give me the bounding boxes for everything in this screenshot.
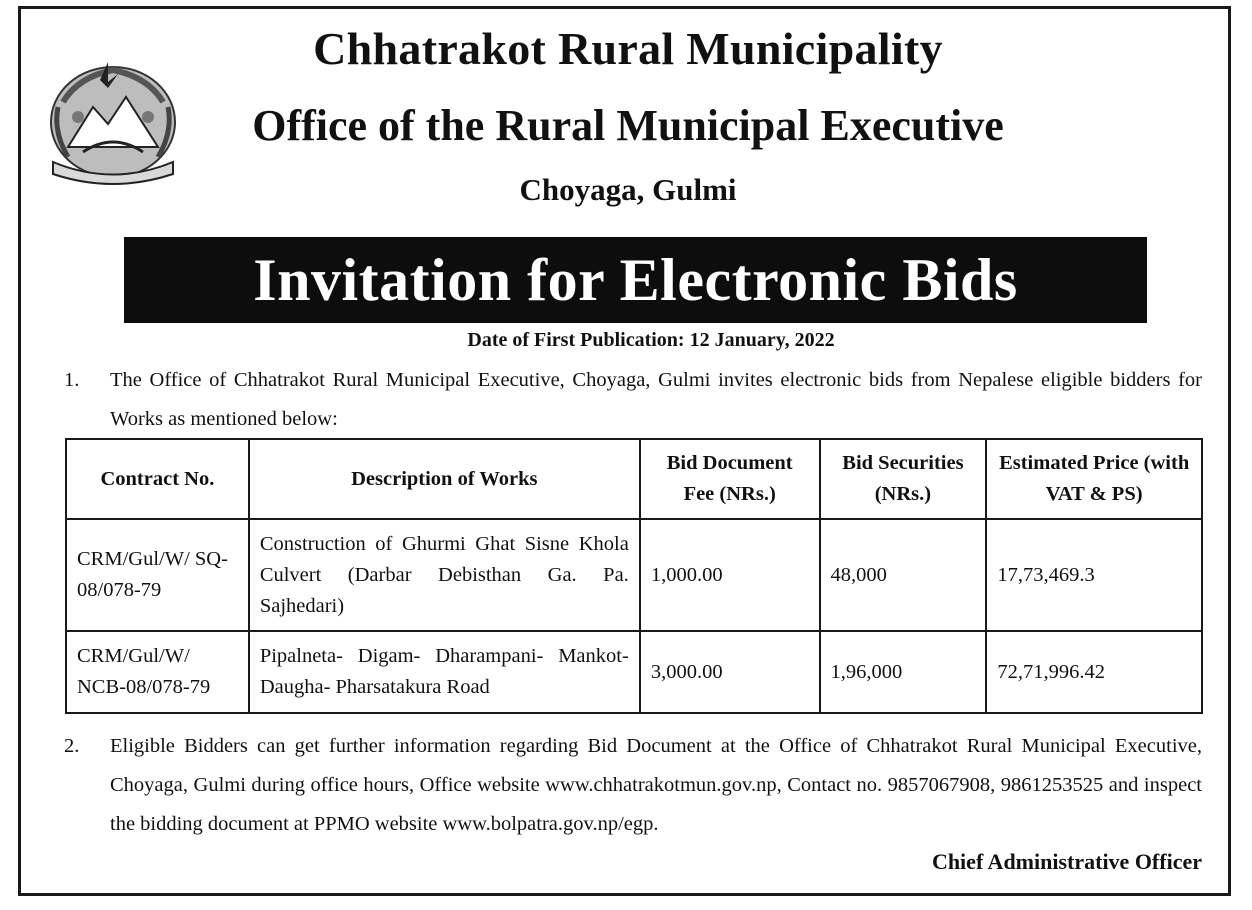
paragraph-number: 2.	[64, 735, 80, 757]
contract-no-cell: CRM/Gul/W/ SQ-08/078-79	[66, 519, 249, 631]
table-row	[66, 519, 1202, 631]
description-cell: Construction of Ghurmi Ghat Sisne Khola Culvert (Darbar Debisthan Ga. Pa. Sajhedari)	[249, 519, 640, 631]
column-header-bid-security: Bid Securities (NRs.)	[820, 439, 987, 519]
office-name: Office of the Rural Municipal Executive	[252, 101, 1004, 150]
bid-fee-cell: 1,000.00	[640, 519, 820, 631]
paragraph-number: 1.	[64, 369, 80, 391]
bids-table	[65, 438, 1203, 714]
column-header-estimated-price: Estimated Price (with VAT & PS)	[986, 439, 1202, 519]
description-cell: Pipalneta- Digam- Dharampani- Mankot- Daugha- Pharsatakura Road	[249, 631, 640, 713]
publication-date: Date of First Publication: 12 January, 2022	[467, 329, 835, 351]
bid-security-cell: 48,000	[820, 519, 987, 631]
column-header-bid-fee: Bid Document Fee (NRs.)	[640, 439, 820, 519]
contract-no-cell: CRM/Gul/W/ NCB-08/078-79	[66, 631, 249, 713]
column-header-description: Description of Works	[249, 439, 640, 519]
paragraph-text: The Office of Chhatrakot Rural Municipal Executive, Choyaga, Gulmi invites electronic bids from Nepalese eligible bidders for Works as mentioned below:	[110, 369, 1202, 430]
paragraph-2	[64, 727, 1202, 844]
estimated-price-cell: 72,71,996.42	[986, 631, 1202, 713]
municipality-name: Chhatrakot Rural Municipality	[313, 23, 943, 74]
bid-fee-cell: 3,000.00	[640, 631, 820, 713]
bid-security-cell: 1,96,000	[820, 631, 987, 713]
paragraph-1	[64, 361, 1202, 439]
notice-title-banner: Invitation for Electronic Bids	[124, 237, 1147, 323]
office-location: Choyaga, Gulmi	[519, 172, 737, 207]
table-row	[66, 631, 1202, 713]
table-header-row	[66, 439, 1202, 519]
estimated-price-cell: 17,73,469.3	[986, 519, 1202, 631]
column-header-contract-no: Contract No.	[66, 439, 249, 519]
paragraph-text: Eligible Bidders can get further information regarding Bid Document at the Office of Chhatrakot Rural Municipal Executive, Choyaga, Gulmi during office hours, Office website www.chhatrakotmun.gov.np, Contact no. 9857067908, 9861253525 and inspect the bidding document at PPMO website www.bolpatra.gov.np/egp.	[110, 735, 1202, 835]
signatory-title: Chief Administrative Officer	[931, 849, 1202, 874]
